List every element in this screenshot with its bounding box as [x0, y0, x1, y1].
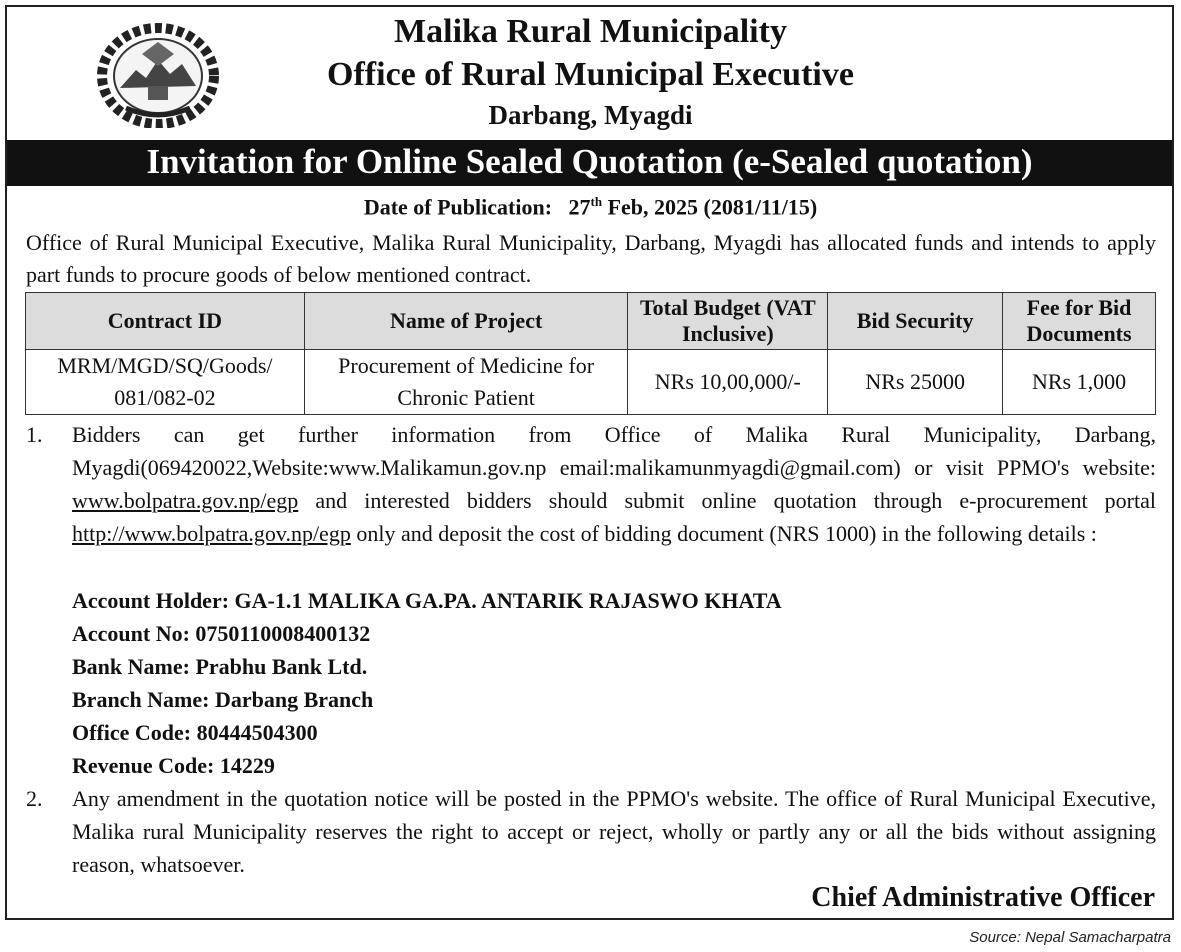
signatory-title: Chief Administrative Officer: [811, 882, 1155, 913]
col-total-budget: Total Budget (VAT Inclusive): [628, 293, 828, 350]
source-credit: Source: Nepal Samacharpatra: [969, 929, 1171, 946]
item1-text-part3: only and deposit the cost of bidding document (NRS 1000) in the following details :: [350, 521, 1097, 546]
publication-date-suffix: th: [590, 194, 603, 209]
item1-text-part1: Bidders can get further information from Office of Malika Rural Municipality, Darbang, Myagdi(069420022,Website:www.Malikamun.gov.np email:malikamunmyagdi@gmail.com) or visit PPMO's website:: [72, 422, 1156, 480]
revenue-code: Revenue Code: 14229: [72, 753, 275, 778]
intro-paragraph: Office of Rural Municipal Executive, Malika Rural Municipality, Darbang, Myagdi has allocated funds and intends to apply part funds to procure goods of below mentioned contract.: [26, 230, 1156, 287]
item1-text-part2: and interested bidders should submit online quotation through e-procurement portal: [298, 488, 1156, 513]
publication-date-label: Date of Publication:: [363, 194, 553, 220]
e-procurement-portal-link[interactable]: http://www.bolpatra.gov.np/egp: [72, 521, 351, 546]
office-code: Office Code: 80444504300: [72, 720, 318, 745]
table-header-row: [26, 293, 1156, 350]
list-item-text: Any amendment in the quotation notice will be posted in the PPMO's website. The office of Rural Municipal Executive, Malika rural Municipality reserves the right to accept or reject, wholly or partly any or all the bids without assigning reason, whatsoever.: [72, 786, 1156, 877]
publication-date-rest: Feb, 2025 (2081/11/15): [602, 194, 818, 220]
publication-date: [0, 194, 1181, 220]
notice-title-banner: Invitation for Online Sealed Quotation (e-Sealed quotation): [7, 140, 1172, 186]
cell-bid-security: NRs 25000: [828, 350, 1003, 415]
col-contract-id: Contract ID: [26, 293, 305, 350]
cell-contract-id: MRM/MGD/SQ/Goods/ 081/082-02: [26, 350, 305, 415]
col-bid-fee: Fee for Bid Documents: [1003, 293, 1156, 350]
table-row: [26, 350, 1156, 415]
cell-total-budget: NRs 10,00,000/-: [628, 350, 828, 415]
publication-date-day: 27: [568, 194, 591, 220]
office-name: Office of Rural Municipal Executive: [327, 56, 854, 93]
list-item-number: 2.: [26, 786, 43, 811]
list-item-text: [72, 418, 1156, 550]
branch-name: Branch Name: Darbang Branch: [72, 687, 374, 712]
account-number: Account No: 0750110008400132: [72, 621, 371, 646]
office-location: Darbang, Myagdi: [488, 100, 693, 130]
contract-table: [25, 292, 1156, 415]
municipality-name: Malika Rural Municipality: [394, 13, 787, 50]
bank-name: Bank Name: Prabhu Bank Ltd.: [72, 654, 368, 679]
col-project-name: Name of Project: [304, 293, 628, 350]
bolpatra-link[interactable]: www.bolpatra.gov.np/egp: [72, 488, 299, 513]
account-holder: Account Holder: GA-1.1 MALIKA GA.PA. ANTARIK RAJASWO KHATA: [72, 588, 782, 613]
account-details: [72, 584, 782, 782]
cell-project-name: Procurement of Medicine for Chronic Patient: [304, 350, 628, 415]
list-item-number: 1.: [26, 422, 43, 447]
col-bid-security: Bid Security: [828, 293, 1003, 350]
cell-bid-fee: NRs 1,000: [1003, 350, 1156, 415]
